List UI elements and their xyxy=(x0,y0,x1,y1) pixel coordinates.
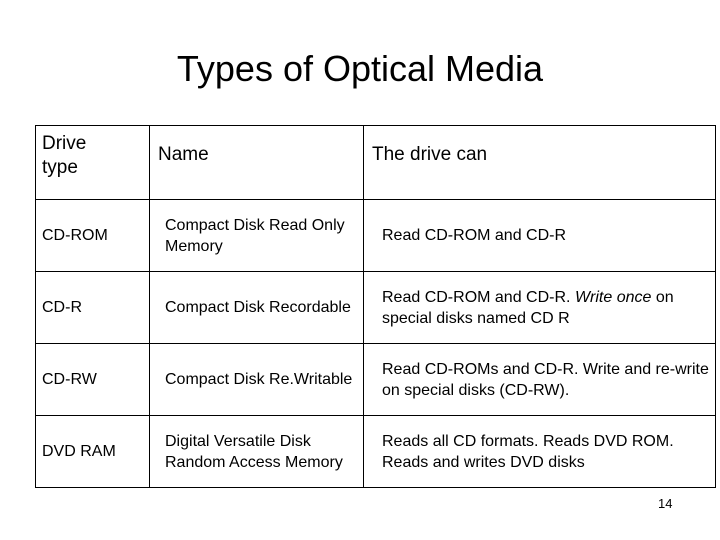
row-drive-can xyxy=(364,272,716,344)
row-drive-can: Reads all CD formats. Reads DVD ROM. Reads and writes DVD disks xyxy=(364,416,716,488)
row-drive-can-text: Read CD-ROM and CD-R. xyxy=(382,288,575,306)
header-name: Name xyxy=(150,126,364,200)
row-name: Digital Versatile Disk Random Access Memory xyxy=(150,416,364,488)
row-drive-type: CD-R xyxy=(36,272,150,344)
row-drive-can-text-after: on special disks named CD R xyxy=(382,288,674,327)
optical-media-table xyxy=(35,125,716,488)
row-drive-type: CD-RW xyxy=(36,344,150,416)
row-drive-can: Read CD-ROM and CD-R xyxy=(364,200,716,272)
header-drive-type-line1: Drive xyxy=(42,133,87,154)
row-drive-type: DVD RAM xyxy=(36,416,150,488)
row-name: Compact Disk Recordable xyxy=(150,272,364,344)
table-header-row xyxy=(36,126,716,200)
slide-title: Types of Optical Media xyxy=(176,48,544,89)
table-row xyxy=(36,416,716,488)
header-drive-type xyxy=(36,126,150,200)
row-drive-can: Read CD-ROMs and CD-R. Write and re-write on special disks (CD-RW). xyxy=(364,344,716,416)
row-name: Compact Disk Re.Writable xyxy=(150,344,364,416)
header-drive-can: The drive can xyxy=(364,126,716,200)
page-number: 14 xyxy=(658,496,673,511)
row-drive-can-italic: Write once xyxy=(574,288,652,306)
header-drive-type-line2: type xyxy=(42,157,78,178)
row-drive-type: CD-ROM xyxy=(36,200,150,272)
table-row xyxy=(36,200,716,272)
row-name: Compact Disk Read Only Memory xyxy=(150,200,364,272)
table-row xyxy=(36,272,716,344)
table-row xyxy=(36,344,716,416)
